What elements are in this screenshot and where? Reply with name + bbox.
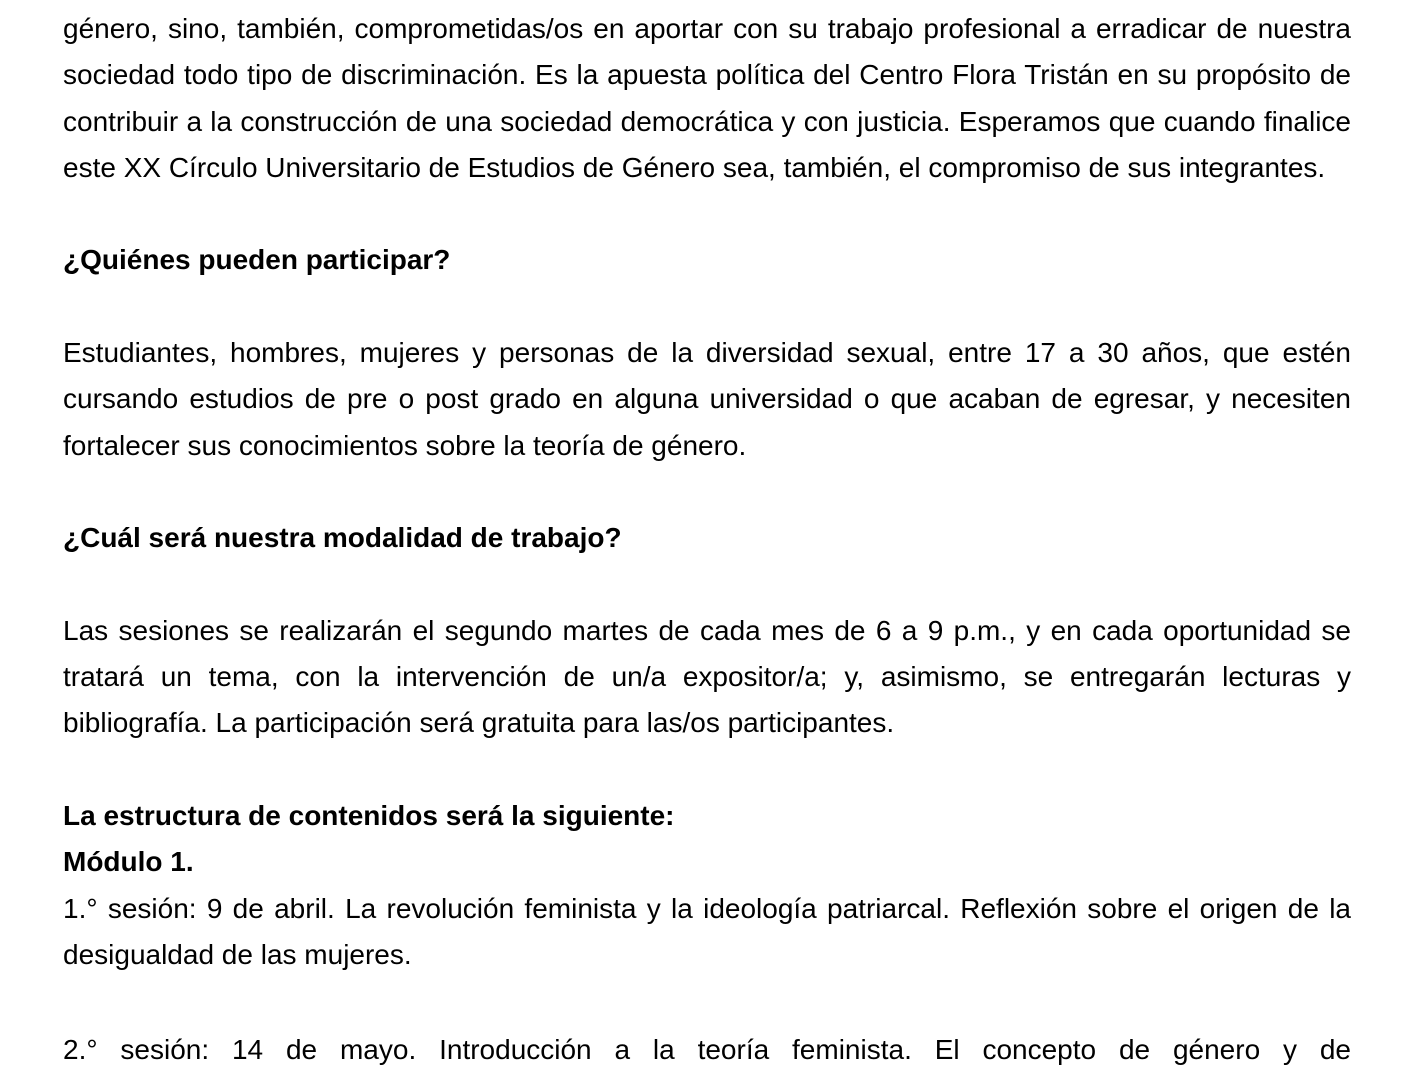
intro-paragraph: género, sino, también, comprometidas/os en aportar con su trabajo profesional a erradicar de nuestra sociedad todo tipo de discriminación. Es la apuesta política del Centro Flora Tristán en su propósito de contribuir a la construcción de una sociedad democrática y con justicia. Esperamos que cuando finalice este XX Círculo Universitario de Estudios de Género sea, también, el compromiso de sus integrantes. [63,13,1351,183]
participants-heading: ¿Quiénes pueden participar? [63,244,451,276]
spacer [63,562,1351,608]
spacer [63,191,1351,237]
module-title: Módulo 1. [63,846,194,878]
participants-paragraph: Estudiantes, hombres, mujeres y personas de la diversidad sexual, entre 17 a 30 años, que estén cursando estudios de pre o post grado en alguna universidad o que acaban de egresar, y necesiten fortalecer sus conocimientos sobre la teoría de género. [63,337,1351,461]
modality-paragraph: Las sesiones se realizarán el segundo martes de cada mes de 6 a 9 p.m., y en cada oportunidad se tratará un tema, con la intervención de un/a expositor/a; y, asimismo, se entregarán lecturas y bibliografía. La participación será gratuita para las/os participantes. [63,614,1351,739]
spacer [63,747,1351,793]
spacer [63,284,1351,330]
modality-heading: ¿Cuál será nuestra modalidad de trabajo? [63,522,622,554]
session-item: 1.° sesión: 9 de abril. La revolución feminista y la ideología patriarcal. Reflexión sobre el origen de la desigualdad de las mujeres. [63,892,1351,970]
session-item-partial: 2.° sesión: 14 de mayo. Introducción a la teoría feminista. El concepto de género y de [63,1034,1351,1065]
document-page [63,6,1351,978]
structure-heading: La estructura de contenidos será la siguiente: [63,800,675,832]
spacer [63,469,1351,515]
